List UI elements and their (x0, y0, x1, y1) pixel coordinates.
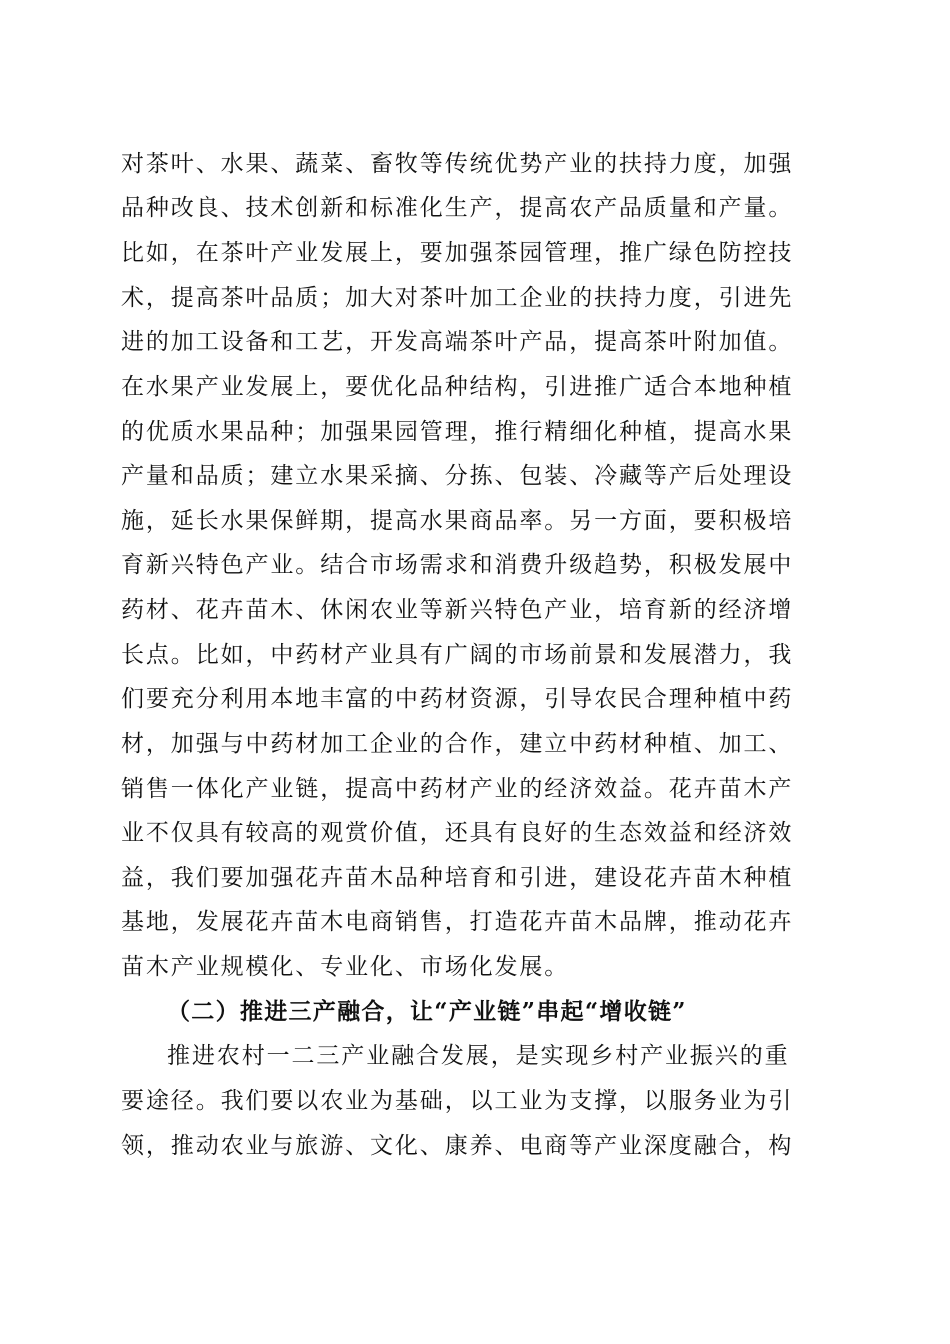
section-line: 要途径。我们要以农业为基础，以工业为支撑，以服务业为引 (121, 1088, 794, 1114)
body-line: 育新兴特色产业。结合市场需求和消费升级趋势，积极发展中 (121, 552, 794, 578)
body-line: 产量和品质；建立水果采摘、分拣、包装、冷藏等产后处理设 (121, 463, 794, 489)
body-line: 药材、花卉苗木、休闲农业等新兴特色产业，培育新的经济增 (121, 597, 794, 623)
body-line: 比如，在茶叶产业发展上，要加强茶园管理，推广绿色防控技 (121, 240, 794, 266)
body-line: 施，延长水果保鲜期，提高水果商品率。另一方面，要积极培 (121, 508, 794, 534)
body-line: 苗木产业规模化、专业化、市场化发展。 (121, 954, 570, 980)
section-line: 推进农村一二三产业融合发展，是实现乡村产业振兴的重 (167, 1043, 790, 1069)
body-line: 益，我们要加强花卉苗木品种培育和引进，建设花卉苗木种植 (121, 865, 794, 891)
body-line: 进的加工设备和工艺，开发高端茶叶产品，提高茶叶附加值。 (121, 329, 794, 355)
body-line: 基地，发展花卉苗木电商销售，打造花卉苗木品牌，推动花卉 (121, 909, 794, 935)
body-line: 长点。比如，中药材产业具有广阔的市场前景和发展潜力，我 (121, 642, 794, 668)
body-line: 业不仅具有较高的观赏价值，还具有良好的生态效益和经济效 (121, 820, 794, 846)
body-line: 销售一体化产业链，提高中药材产业的经济效益。花卉苗木产 (121, 776, 794, 802)
body-line: 材，加强与中药材加工企业的合作，建立中药材种植、加工、 (121, 731, 794, 757)
body-line: 术，提高茶叶品质；加大对茶叶加工企业的扶持力度，引进先 (121, 285, 794, 311)
body-line: 在水果产业发展上，要优化品种结构，引进推广适合本地种植 (121, 374, 794, 400)
body-line: 们要充分利用本地丰富的中药材资源，引导农民合理种植中药 (121, 686, 794, 712)
body-line: 的优质水果品种；加强果园管理，推行精细化种植，提高水果 (121, 419, 794, 445)
section-line: 领，推动农业与旅游、文化、康养、电商等产业深度融合，构 (121, 1133, 794, 1159)
section-heading: （二）推进三产融合，让“产业链”串起“增收链” (167, 998, 687, 1025)
body-line: 品种改良、技术创新和标准化生产，提高农产品质量和产量。 (121, 195, 794, 221)
body-line: 对茶叶、水果、蔬菜、畜牧等传统优势产业的扶持力度，加强 (121, 151, 794, 177)
